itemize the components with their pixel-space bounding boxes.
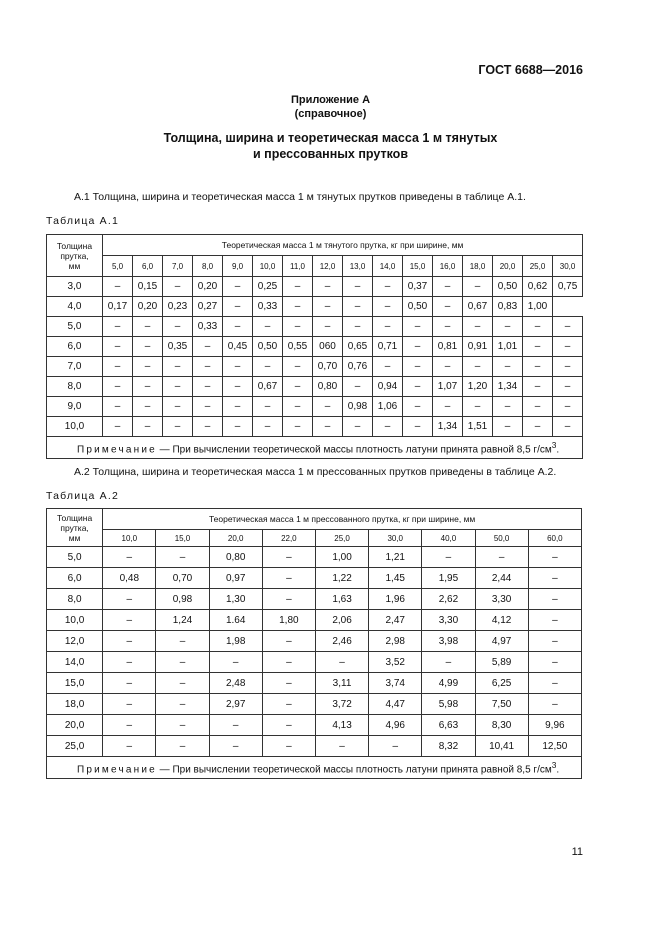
mass-cell: – xyxy=(283,317,313,337)
mass-cell: – xyxy=(209,736,262,757)
mass-cell: – xyxy=(523,377,553,397)
mass-cell: – xyxy=(156,715,209,736)
mass-cell: – xyxy=(156,547,209,568)
mass-cell: 1,80 xyxy=(262,610,315,631)
width-header: 10,0 xyxy=(103,530,156,547)
mass-cell: 2,97 xyxy=(209,694,262,715)
mass-cell: – xyxy=(283,357,313,377)
mass-cell: 1,22 xyxy=(315,568,368,589)
page-number: 11 xyxy=(571,846,583,858)
mass-cell: 0,67 xyxy=(463,297,493,317)
table-row xyxy=(47,337,583,357)
mass-cell: 3,30 xyxy=(422,610,475,631)
mass-cell: 4,96 xyxy=(369,715,422,736)
mass-cell: – xyxy=(493,417,523,437)
annex-heading xyxy=(0,93,661,121)
mass-cell: – xyxy=(373,277,403,297)
mass-cell: – xyxy=(103,652,156,673)
table2-intro: А.2 Толщина, ширина и теоретическая масса 1 м прессованных прутков приведены в таблице А.2. xyxy=(74,466,557,478)
mass-cell: – xyxy=(463,357,493,377)
mass-cell: – xyxy=(223,357,253,377)
mass-cell: – xyxy=(313,277,343,297)
mass-cell: 3,30 xyxy=(475,589,528,610)
table-row xyxy=(47,631,582,652)
mass-cell: – xyxy=(223,317,253,337)
mass-cell: – xyxy=(493,357,523,377)
thickness-cell: 6,0 xyxy=(47,568,103,589)
thickness-cell: 10,0 xyxy=(47,610,103,631)
mass-cell: 12,50 xyxy=(528,736,581,757)
mass-cell: – xyxy=(528,547,581,568)
mass-cell: 10,41 xyxy=(475,736,528,757)
thickness-cell: 15,0 xyxy=(47,673,103,694)
width-header: 15,0 xyxy=(156,530,209,547)
thickness-cell: 5,0 xyxy=(47,547,103,568)
mass-cell: 0,33 xyxy=(253,297,283,317)
mass-cell: – xyxy=(103,417,133,437)
table-row xyxy=(47,357,583,377)
mass-cell: – xyxy=(193,377,223,397)
mass-cell: – xyxy=(223,377,253,397)
mass-cell: – xyxy=(133,337,163,357)
table-row xyxy=(47,297,583,317)
mass-cell: 0,71 xyxy=(373,337,403,357)
thickness-cell: 7,0 xyxy=(47,357,103,377)
table-row xyxy=(47,610,582,631)
mass-cell: 0,37 xyxy=(403,277,433,297)
mass-cell: 1,00 xyxy=(315,547,368,568)
mass-cell: – xyxy=(343,277,373,297)
mass-cell: – xyxy=(315,652,368,673)
mass-cell: 6,25 xyxy=(475,673,528,694)
mass-cell: 0,35 xyxy=(163,337,193,357)
mass-cell: – xyxy=(163,397,193,417)
mass-cell: – xyxy=(343,417,373,437)
mass-cell: 4,12 xyxy=(475,610,528,631)
mass-cell: – xyxy=(283,277,313,297)
mass-cell: – xyxy=(403,337,433,357)
mass-cell: 1,34 xyxy=(433,417,463,437)
mass-cell: – xyxy=(433,357,463,377)
mass-cell: – xyxy=(553,417,583,437)
mass-cell: – xyxy=(262,736,315,757)
mass-cell: 0,67 xyxy=(253,377,283,397)
mass-cell: – xyxy=(528,568,581,589)
mass-cell: 1,24 xyxy=(156,610,209,631)
mass-cell: 1,34 xyxy=(493,377,523,397)
mass-cell: 0,70 xyxy=(156,568,209,589)
mass-cell: – xyxy=(262,547,315,568)
mass-cell: – xyxy=(223,397,253,417)
mass-cell: 6,63 xyxy=(422,715,475,736)
mass-cell: 0,75 xyxy=(553,277,583,297)
mass-cell: – xyxy=(528,589,581,610)
mass-cell: 4,13 xyxy=(315,715,368,736)
mass-cell: – xyxy=(163,377,193,397)
mass-cell: – xyxy=(103,397,133,417)
table1-note: Примечание — При вычислении теоретической массы плотность латуни принята равной 8,5 $г/см^3$. xyxy=(47,437,583,459)
mass-cell: 1,95 xyxy=(422,568,475,589)
mass-cell: 1,30 xyxy=(209,589,262,610)
thickness-cell: 18,0 xyxy=(47,694,103,715)
mass-cell: 1,51 xyxy=(463,417,493,437)
table-row xyxy=(47,397,583,417)
mass-cell: 1,45 xyxy=(369,568,422,589)
mass-cell: – xyxy=(523,337,553,357)
width-header: 13,0 xyxy=(343,256,373,277)
mass-cell: 0,55 xyxy=(283,337,313,357)
mass-cell: – xyxy=(262,673,315,694)
mass-cell: – xyxy=(103,337,133,357)
mass-cell: 0,97 xyxy=(209,568,262,589)
mass-cell: 0,62 xyxy=(523,277,553,297)
width-header: 40,0 xyxy=(422,530,475,547)
mass-cell: 0,76 xyxy=(343,357,373,377)
mass-cell: 0,25 xyxy=(253,277,283,297)
thickness-cell: 4,0 xyxy=(47,297,103,317)
mass-cell: – xyxy=(313,397,343,417)
mass-cell: – xyxy=(262,652,315,673)
mass-cell: – xyxy=(193,337,223,357)
mass-cell: – xyxy=(528,652,581,673)
mass-cell: – xyxy=(528,631,581,652)
mass-cell: 1,20 xyxy=(463,377,493,397)
mass-cell: – xyxy=(103,547,156,568)
mass-cell: – xyxy=(315,736,368,757)
mass-cell: – xyxy=(463,397,493,417)
mass-cell: 2,48 xyxy=(209,673,262,694)
table-a1 xyxy=(46,234,583,459)
thickness-cell: 5,0 xyxy=(47,317,103,337)
mass-cell: 2,98 xyxy=(369,631,422,652)
mass-cell: 5,98 xyxy=(422,694,475,715)
thickness-cell: 6,0 xyxy=(47,337,103,357)
mass-cell: – xyxy=(209,652,262,673)
mass-cell: – xyxy=(193,397,223,417)
mass-cell: 4,97 xyxy=(475,631,528,652)
width-header: 9,0 xyxy=(223,256,253,277)
mass-cell: 9,96 xyxy=(528,715,581,736)
mass-cell: – xyxy=(433,317,463,337)
mass-cell: – xyxy=(103,715,156,736)
mass-cell: – xyxy=(343,297,373,317)
mass-cell: – xyxy=(103,317,133,337)
mass-cell: 0,50 xyxy=(253,337,283,357)
mass-cell: 7,50 xyxy=(475,694,528,715)
mass-cell: – xyxy=(283,397,313,417)
mass-cell: 0,33 xyxy=(193,317,223,337)
mass-cell: – xyxy=(528,673,581,694)
thickness-cell: 8,0 xyxy=(47,589,103,610)
mass-cell: 8,32 xyxy=(422,736,475,757)
mass-cell: – xyxy=(223,417,253,437)
thickness-cell: 3,0 xyxy=(47,277,103,297)
width-header: 6,0 xyxy=(133,256,163,277)
mass-cell: – xyxy=(253,357,283,377)
table2-label: Таблица А.2 xyxy=(46,490,120,502)
mass-cell: – xyxy=(422,547,475,568)
mass-cell: – xyxy=(163,417,193,437)
mass-cell: 0,65 xyxy=(343,337,373,357)
mass-cell: – xyxy=(523,417,553,437)
mass-cell: – xyxy=(463,317,493,337)
mass-cell: – xyxy=(422,652,475,673)
mass-cell: 0,70 xyxy=(313,357,343,377)
mass-cell: – xyxy=(223,297,253,317)
table1-intro: А.1 Толщина, ширина и теоретическая масса 1 м тянутых прутков приведены в таблице А.1. xyxy=(74,191,526,203)
mass-cell: – xyxy=(262,715,315,736)
mass-cell: – xyxy=(433,297,463,317)
width-header: 5,0 xyxy=(103,256,133,277)
width-header: 12,0 xyxy=(313,256,343,277)
width-header: 30,0 xyxy=(553,256,583,277)
mass-cell: – xyxy=(403,357,433,377)
mass-cell: – xyxy=(493,397,523,417)
mass-cell: – xyxy=(103,377,133,397)
mass-cell: 1,06 xyxy=(373,397,403,417)
standard-header: ГОСТ 6688—2016 xyxy=(478,63,583,77)
mass-cell: 1,01 xyxy=(493,337,523,357)
mass-cell: 1,21 xyxy=(369,547,422,568)
mass-cell: – xyxy=(156,631,209,652)
width-header: 30,0 xyxy=(369,530,422,547)
mass-cell: – xyxy=(403,397,433,417)
mass-cell: – xyxy=(283,377,313,397)
mass-cell: – xyxy=(133,417,163,437)
table-a2 xyxy=(46,508,582,779)
mass-cell: – xyxy=(553,357,583,377)
mass-cell: – xyxy=(193,417,223,437)
mass-cell: – xyxy=(283,297,313,317)
mass-cell: 3,74 xyxy=(369,673,422,694)
mass-cell: – xyxy=(373,417,403,437)
width-header: 22,0 xyxy=(262,530,315,547)
mass-cell: – xyxy=(253,317,283,337)
thickness-cell: 9,0 xyxy=(47,397,103,417)
mass-cell: 0,80 xyxy=(313,377,343,397)
mass-cell: 0,17 xyxy=(103,297,133,317)
mass-cell: – xyxy=(553,317,583,337)
mass-cell: – xyxy=(223,277,253,297)
mass-cell: – xyxy=(553,397,583,417)
mass-cell: – xyxy=(523,397,553,417)
mass-cell: 060 xyxy=(313,337,343,357)
thickness-cell: 14,0 xyxy=(47,652,103,673)
thickness-cell: 10,0 xyxy=(47,417,103,437)
mass-cell: – xyxy=(523,357,553,377)
thickness-header: Толщина прутка, мм xyxy=(47,235,103,277)
mass-cell: 3,11 xyxy=(315,673,368,694)
mass-cell: – xyxy=(475,547,528,568)
mass-cell: 0,20 xyxy=(193,277,223,297)
mass-cell: – xyxy=(163,277,193,297)
width-header: 25,0 xyxy=(523,256,553,277)
mass-cell: – xyxy=(373,357,403,377)
mass-cell: – xyxy=(262,694,315,715)
mass-cell: – xyxy=(133,317,163,337)
mass-cell: – xyxy=(156,694,209,715)
mass-cell: – xyxy=(373,297,403,317)
mass-cell: 4,99 xyxy=(422,673,475,694)
mass-cell: – xyxy=(373,317,403,337)
mass-cell: – xyxy=(209,715,262,736)
section-title-line1: Толщина, ширина и теоретическая масса 1 м тянутых xyxy=(163,131,498,145)
mass-cell: 0,83 xyxy=(493,297,523,317)
mass-cell: 1,07 xyxy=(433,377,463,397)
mass-cell: 1.64 xyxy=(209,610,262,631)
width-header: 18,0 xyxy=(463,256,493,277)
mass-cell: – xyxy=(103,589,156,610)
mass-cell: 0,50 xyxy=(403,297,433,317)
mass-cell: – xyxy=(103,736,156,757)
section-title xyxy=(0,130,661,162)
mass-cell: – xyxy=(493,317,523,337)
annex-title: Приложение А xyxy=(290,94,371,106)
mass-cell: – xyxy=(463,277,493,297)
mass-cell: – xyxy=(103,673,156,694)
mass-cell: – xyxy=(433,277,463,297)
mass-cell: – xyxy=(163,317,193,337)
mass-cell: – xyxy=(133,377,163,397)
width-header: 8,0 xyxy=(193,256,223,277)
table-row xyxy=(47,736,582,757)
table-row xyxy=(47,417,583,437)
mass-cell: 1,98 xyxy=(209,631,262,652)
mass-cell: – xyxy=(313,417,343,437)
mass-cell: – xyxy=(553,337,583,357)
table-row xyxy=(47,652,582,673)
mass-cell: 1,96 xyxy=(369,589,422,610)
table-row xyxy=(47,694,582,715)
mass-cell: – xyxy=(433,397,463,417)
mass-cell: 0,20 xyxy=(133,297,163,317)
mass-cell: – xyxy=(343,317,373,337)
mass-cell: – xyxy=(253,417,283,437)
mass-cell: 0,23 xyxy=(163,297,193,317)
table2-note: Примечание — При вычислении теоретической массы плотность латуни принята равной 8,5 $г/см^3$. xyxy=(47,757,582,779)
thickness-cell: 25,0 xyxy=(47,736,103,757)
mass-cell: 3,98 xyxy=(422,631,475,652)
mass-cell: 0,50 xyxy=(493,277,523,297)
width-header: 20,0 xyxy=(493,256,523,277)
mass-cell: – xyxy=(103,610,156,631)
mass-cell: – xyxy=(103,277,133,297)
section-title-line2: и прессованных прутков xyxy=(253,147,408,161)
mass-cell: 2,62 xyxy=(422,589,475,610)
thickness-cell: 8,0 xyxy=(47,377,103,397)
table-row xyxy=(47,715,582,736)
mass-cell: – xyxy=(262,631,315,652)
mass-cell: 2,44 xyxy=(475,568,528,589)
mass-cell: 0,81 xyxy=(433,337,463,357)
mass-cell: – xyxy=(283,417,313,437)
mass-cell: 4,47 xyxy=(369,694,422,715)
table-row xyxy=(47,673,582,694)
mass-cell: – xyxy=(133,357,163,377)
width-header: 20,0 xyxy=(209,530,262,547)
mass-cell: 0,98 xyxy=(343,397,373,417)
thickness-cell: 20,0 xyxy=(47,715,103,736)
mass-cell: 1,00 xyxy=(523,297,553,317)
mass-cell: – xyxy=(403,417,433,437)
thickness-cell: 12,0 xyxy=(47,631,103,652)
mass-cell: 3,72 xyxy=(315,694,368,715)
table-row xyxy=(47,317,583,337)
mass-cell: 5,89 xyxy=(475,652,528,673)
mass-cell: 0,15 xyxy=(133,277,163,297)
width-header: 10,0 xyxy=(253,256,283,277)
mass-cell: – xyxy=(156,652,209,673)
mass-cell: – xyxy=(193,357,223,377)
mass-cell: – xyxy=(133,397,163,417)
width-header: 14,0 xyxy=(373,256,403,277)
mass-cell: – xyxy=(313,317,343,337)
table-row xyxy=(47,568,582,589)
mass-cell: – xyxy=(163,357,193,377)
mass-cell: 0,98 xyxy=(156,589,209,610)
mass-cell: – xyxy=(156,736,209,757)
mass-cell: 0,91 xyxy=(463,337,493,357)
width-header: 60,0 xyxy=(528,530,581,547)
width-header: 7,0 xyxy=(163,256,193,277)
mass-cell: – xyxy=(553,377,583,397)
mass-cell: – xyxy=(262,568,315,589)
width-header: 25,0 xyxy=(315,530,368,547)
mass-cell: – xyxy=(156,673,209,694)
group-header: Теоретическая масса 1 м тянутого прутка, кг при ширине, мм xyxy=(103,235,583,256)
mass-cell: – xyxy=(103,357,133,377)
table-row xyxy=(47,547,582,568)
thickness-header: Толщина прутка, мм xyxy=(47,509,103,547)
width-header: 50,0 xyxy=(475,530,528,547)
mass-cell: 2,46 xyxy=(315,631,368,652)
table-row xyxy=(47,589,582,610)
mass-cell: – xyxy=(313,297,343,317)
mass-cell: – xyxy=(262,589,315,610)
mass-cell: – xyxy=(528,610,581,631)
mass-cell: 0,45 xyxy=(223,337,253,357)
mass-cell: 3,52 xyxy=(369,652,422,673)
table-row xyxy=(47,377,583,397)
width-header: 16,0 xyxy=(433,256,463,277)
mass-cell: – xyxy=(403,377,433,397)
mass-cell: – xyxy=(528,694,581,715)
mass-cell: 2,47 xyxy=(369,610,422,631)
mass-cell: 2,06 xyxy=(315,610,368,631)
mass-cell: 8,30 xyxy=(475,715,528,736)
mass-cell: – xyxy=(253,397,283,417)
annex-subtitle: (справочное) xyxy=(294,108,367,120)
group-header: Теоретическая масса 1 м прессованного прутка, кг при ширине, мм xyxy=(103,509,582,530)
mass-cell: 1,63 xyxy=(315,589,368,610)
table1-label: Таблица А.1 xyxy=(46,215,120,227)
width-header: 15,0 xyxy=(403,256,433,277)
mass-cell: – xyxy=(103,694,156,715)
width-header: 11,0 xyxy=(283,256,313,277)
mass-cell: 0,94 xyxy=(373,377,403,397)
mass-cell: – xyxy=(523,317,553,337)
mass-cell: 0,48 xyxy=(103,568,156,589)
mass-cell: – xyxy=(403,317,433,337)
table-row xyxy=(47,277,583,297)
mass-cell: 0,27 xyxy=(193,297,223,317)
mass-cell: – xyxy=(103,631,156,652)
mass-cell: – xyxy=(369,736,422,757)
mass-cell: 0,80 xyxy=(209,547,262,568)
mass-cell: – xyxy=(343,377,373,397)
